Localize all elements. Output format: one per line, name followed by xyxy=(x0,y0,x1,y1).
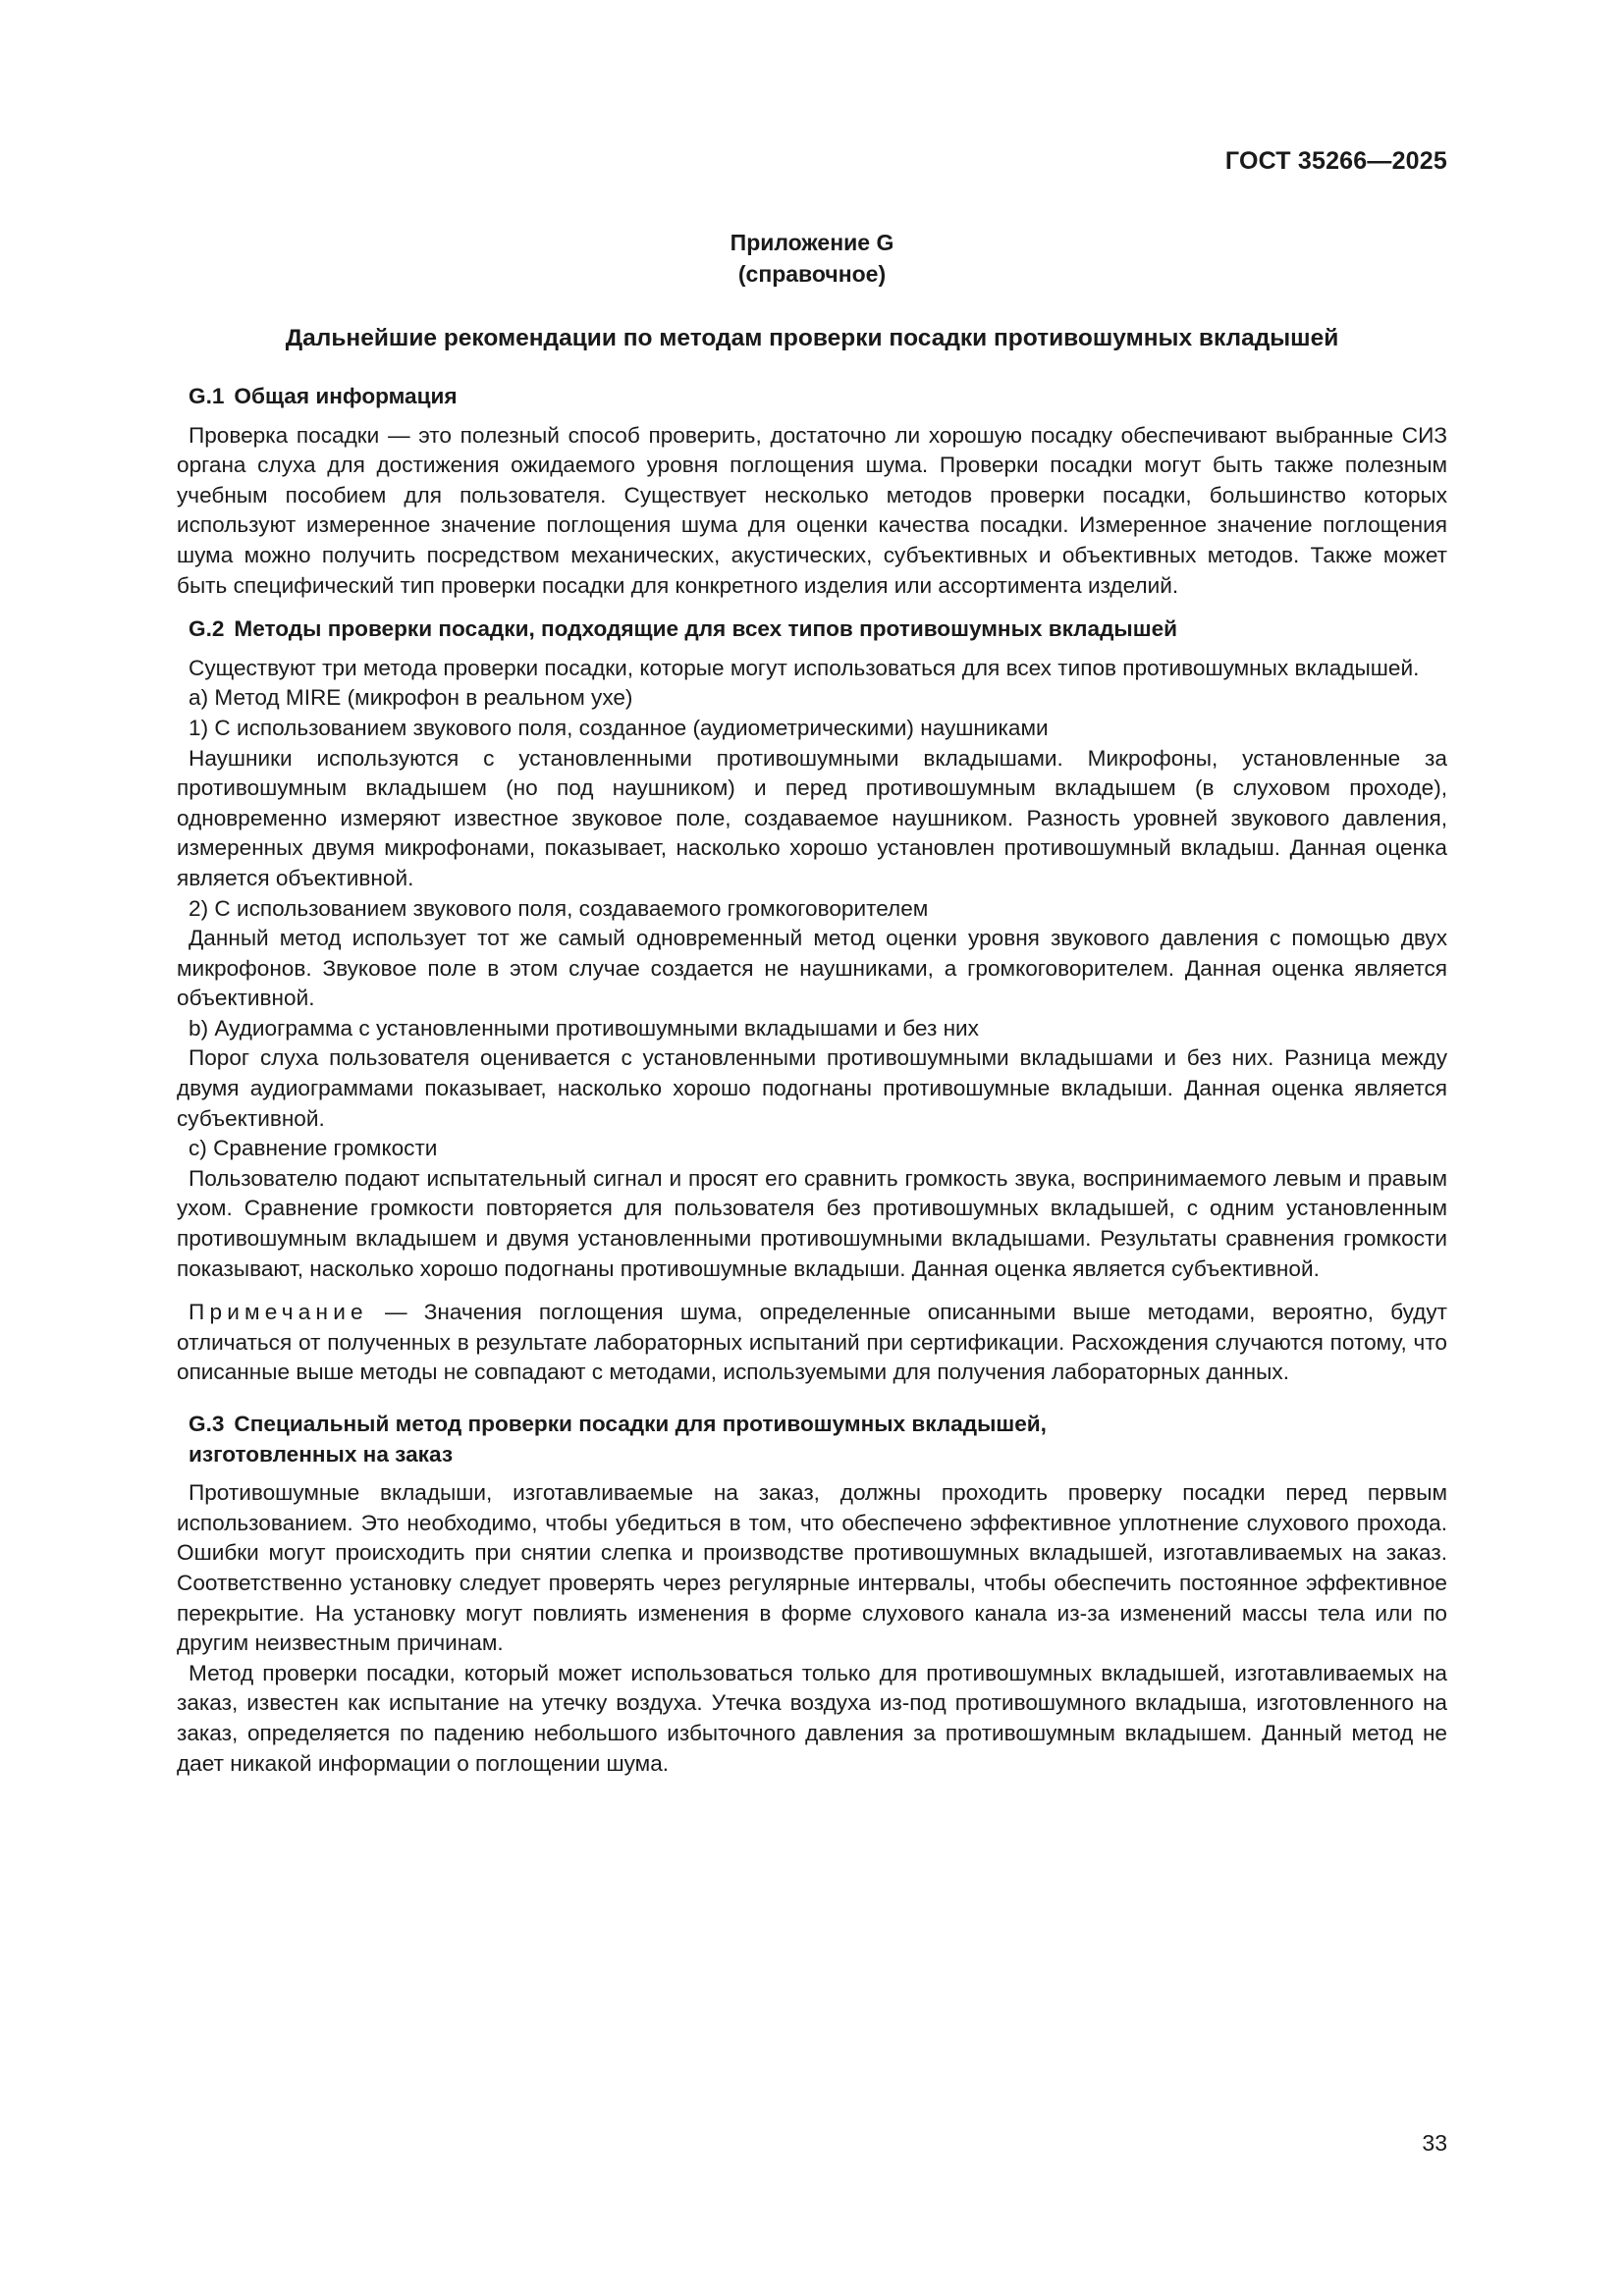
section-title: Общая информация xyxy=(234,384,458,408)
page-number: 33 xyxy=(1422,2130,1447,2156)
paragraph: Противошумные вкладыши, изготавливаемые на заказ, должны проходить проверку посадки перед первым использованием. Это необходимо, чтобы убедиться в том, что обеспечено эффективное уплотнение слухового прохода. Ошибки могут происходить при снятии слепка и производстве противошумных вкладышей, изготавливаемых на заказ. Соответственно установку следует проверять через регулярные интервалы, чтобы обеспечить постоянное эффективное перекрытие. На установку могут повлиять изменения в форме слухового канала из-за изменений массы тела или по другим неизвестным причинам. xyxy=(177,1480,1447,1656)
paragraph: Данный метод использует тот же самый одновременный метод оценки уровня звукового давления с помощью двух микрофонов. Звуковое поле в этом случае создается не наушниками, а громкоговорителем. Данная оценка является объективной. xyxy=(177,926,1447,1011)
paragraph: Наушники используются с установленными противошумными вкладышами. Микрофоны, установленные за противошумным вкладышем (но под наушником) и перед противошумным вкладышем (в слуховом проходе), одновременно измеряют известное звуковое поле, создаваемое наушником. Разность уровней звукового давления, измеренных двумя микрофонами, показывает, насколько хорошо установлен противошумный вкладыш. Данная оценка является объективной. xyxy=(177,745,1447,890)
note-text: — Значения поглощения шума, определенные описанными выше методами, вероятно, будут отличаться от полученных в результате лабораторных испытаний при сертификации. Расхождения случаются потому, что описанные выше методы не совпадают с методами, используемыми для получения лабораторных данных. xyxy=(177,1300,1447,1385)
annex-title: Дальнейшие рекомендации по методам проверки посадки противошумных вкладышей xyxy=(285,325,1339,351)
section-title-line2: изготовленных на заказ xyxy=(189,1441,454,1467)
note-label: Примечание xyxy=(189,1300,368,1325)
paragraph: Существуют три метода проверки посадки, которые могут использоваться для всех типов противошумных вкладышей. xyxy=(189,655,1420,680)
section-title-line1: Специальный метод проверки посадки для противошумных вкладышей, xyxy=(234,1412,1047,1436)
list-item-c: с) Сравнение громкости xyxy=(189,1136,438,1161)
paragraph: Пользователю подают испытательный сигнал и просят его сравнить громкость звука, воспринимаемого левым и правым ухом. Сравнение громкости повторяется для пользователя без противошумных вкладышей, с одним установленным противошумным вкладышем и двумя установленными противошумными вкладышами. Результаты сравнения громкости показывают, насколько хорошо подогнаны противошумные вкладыши. Данная оценка является субъективной. xyxy=(177,1165,1447,1281)
document-code: ГОСТ 35266—2025 xyxy=(1224,147,1447,175)
section-heading-g3 xyxy=(177,1410,1447,1469)
annex-status: (справочное) xyxy=(737,261,887,287)
list-item-a: а) Метод MIRE (микрофон в реальном ухе) xyxy=(189,685,633,711)
section-number: G.2 xyxy=(189,616,225,642)
document-page xyxy=(177,0,1447,2296)
annex-label: Приложение G xyxy=(730,230,894,255)
section-number: G.1 xyxy=(189,384,225,408)
section-number: G.3 xyxy=(189,1412,225,1436)
paragraph: Порог слуха пользователя оценивается с установленными противошумными вкладышами и без них. Разница между двумя аудиограммами показывает, насколько хорошо подогнаны противошумные вкладыши. Данная оценка является субъективной. xyxy=(177,1045,1447,1131)
list-item-a1: 1) С использованием звукового поля, созданное (аудиометрическими) наушниками xyxy=(189,715,1049,740)
annex-heading xyxy=(177,227,1447,290)
section-title: Методы проверки посадки, подходящие для всех типов противошумных вкладышей xyxy=(234,616,1178,642)
paragraph: Проверка посадки — это полезный способ проверить, достаточно ли хорошую посадку обеспечивают выбранные СИЗ органа слуха для достижения ожидаемого уровня поглощения шума. Проверки посадки могут быть также полезным учебным пособием для пользователя. Существует несколько методов проверки посадки, большинство которых используют измеренное значение поглощения шума для оценки качества посадки. Измеренное значение поглощения шума можно получить посредством механических, акустических, субъективных и объективных методов. Также может быть специфический тип проверки посадки для конкретного изделия или ассортимента изделий. xyxy=(177,422,1447,598)
section-heading-g1 xyxy=(177,382,1447,412)
document-body xyxy=(177,382,1447,1779)
list-item-b: b) Аудиограмма с установленными противошумными вкладышами и без них xyxy=(189,1015,979,1041)
paragraph: Метод проверки посадки, который может использоваться только для противошумных вкладышей, изготавливаемых на заказ, известен как испытание на утечку воздуха. Утечка воздуха из-под противошумного вкладыша, изготовленного на заказ, определяется по падению небольшого избыточного давления за противошумным вкладышем. Данный метод не дает никакой информации о поглощении шума. xyxy=(177,1660,1447,1776)
list-item-a2: 2) С использованием звукового поля, создаваемого громкоговорителем xyxy=(189,895,929,921)
section-heading-g2 xyxy=(177,614,1447,645)
note xyxy=(177,1298,1447,1388)
